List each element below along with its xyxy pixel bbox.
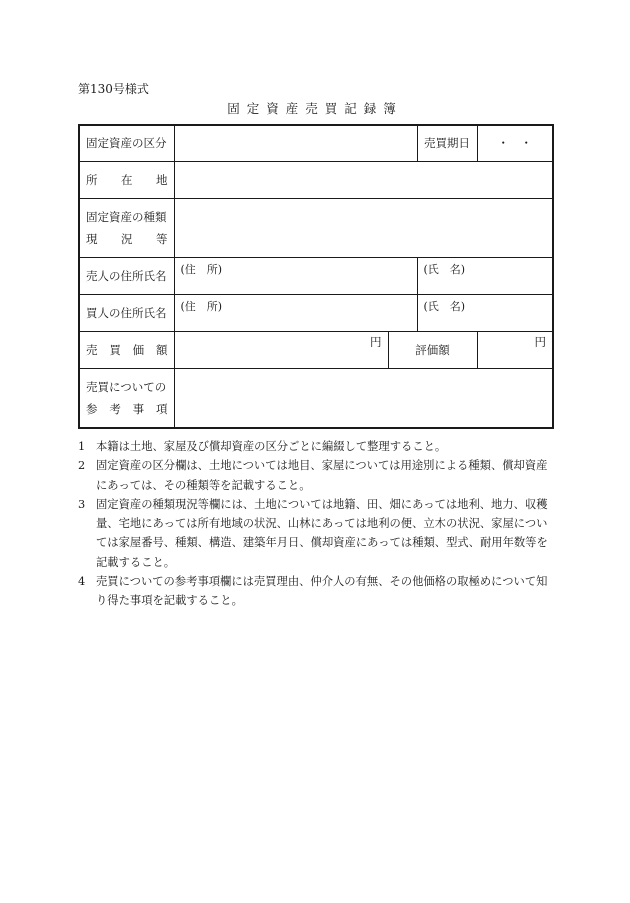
location-field[interactable] bbox=[174, 161, 553, 198]
reference-field[interactable] bbox=[174, 368, 553, 428]
form-number: 第130号様式 bbox=[78, 82, 149, 96]
note-text: 固定資産の区分欄は、土地については地目、家屋については用途別による種類、償却資産にあっては、その種類等を記載すること。 bbox=[96, 459, 548, 492]
price-yen-unit: 円 bbox=[370, 334, 382, 349]
valuation-field[interactable] bbox=[477, 331, 553, 368]
sale-date-field[interactable]: ・ ・ bbox=[477, 125, 553, 161]
asset-type-field[interactable] bbox=[174, 198, 553, 257]
note-item bbox=[78, 572, 558, 611]
note-item bbox=[78, 437, 558, 456]
reference-label-line1: 売買についての bbox=[86, 379, 167, 394]
seller-label: 売人の住所氏名 bbox=[79, 257, 174, 294]
asset-type-label-line2: 現況等 bbox=[86, 231, 168, 246]
seller-name-field[interactable] bbox=[417, 257, 553, 294]
location-label: 所在地 bbox=[79, 161, 174, 198]
valuation-label: 評価額 bbox=[388, 331, 477, 368]
valuation-yen-unit: 円 bbox=[534, 334, 547, 349]
seller-address-field[interactable] bbox=[174, 257, 417, 294]
sale-date-label: 売買期日 bbox=[417, 125, 477, 161]
seller-address-sublabel: (住 所) bbox=[180, 262, 223, 276]
notes-list bbox=[78, 437, 558, 611]
note-item bbox=[78, 495, 558, 572]
price-label: 売買価額 bbox=[79, 331, 174, 368]
note-number: 2 bbox=[78, 459, 86, 473]
page-title: 固定資産売買記録簿 bbox=[227, 101, 403, 116]
ledger-table bbox=[78, 124, 554, 429]
note-number: 1 bbox=[78, 440, 86, 453]
buyer-name-field[interactable] bbox=[417, 294, 553, 331]
buyer-label: 買人の住所氏名 bbox=[79, 294, 174, 331]
seller-name-sublabel: (氏 名) bbox=[423, 262, 466, 276]
asset-type-label bbox=[79, 198, 174, 257]
buyer-name-sublabel: (氏 名) bbox=[423, 299, 466, 313]
buyer-address-sublabel: (住 所) bbox=[180, 299, 223, 313]
note-item bbox=[78, 456, 558, 495]
note-number: 3 bbox=[78, 497, 86, 511]
asset-category-field[interactable] bbox=[174, 125, 417, 161]
note-text: 固定資産の種類現況等欄には、土地については地籍、田、畑にあっては地利、地力、収穫量、宅地にあっては所有地域の状況、山林にあっては地利の便、立木の状況、家屋については家屋番号、種類、構造、建築年月日、償却資産にあっては種類、型式、耐用年数等を記載すること。 bbox=[96, 497, 548, 569]
asset-category-label: 固定資産の区分 bbox=[79, 125, 174, 161]
note-number: 4 bbox=[78, 575, 86, 589]
reference-label bbox=[79, 368, 174, 428]
price-field[interactable] bbox=[174, 331, 388, 368]
buyer-address-field[interactable] bbox=[174, 294, 417, 331]
asset-type-label-line1: 固定資産の種類 bbox=[86, 209, 167, 224]
note-text: 本籍は土地、家屋及び償却資産の区分ごとに編綴して整理すること。 bbox=[96, 440, 447, 453]
note-text: 売買についての参考事項欄には売買理由、仲介人の有無、その他価格の取極めについて知り得た事項を記載すること。 bbox=[96, 575, 548, 608]
reference-label-line2: 参考事項 bbox=[86, 401, 168, 416]
